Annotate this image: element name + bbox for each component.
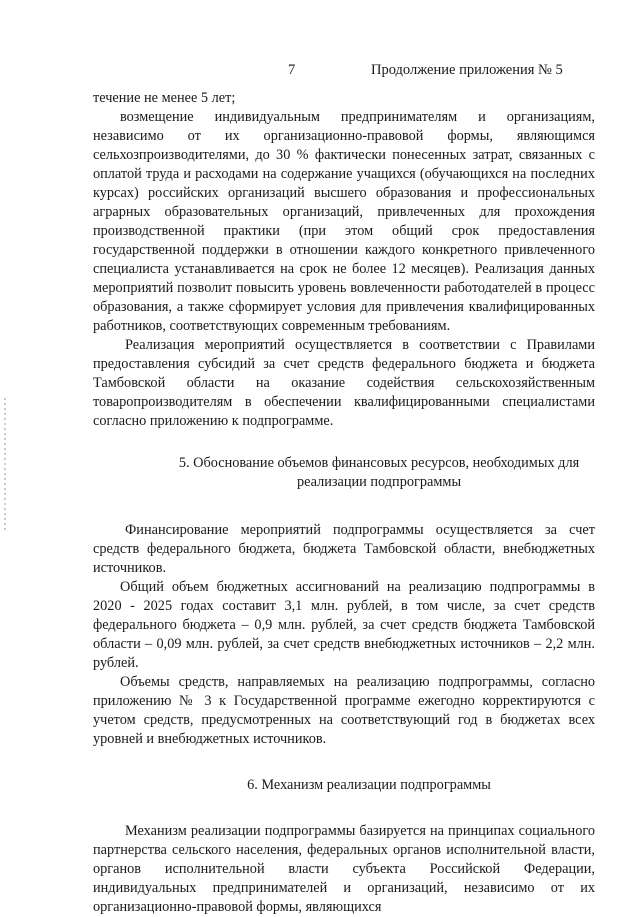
paragraph-financing: Финансирование мероприятий подпрограммы осуществляется за счет средств федерального бюджета, бюджета Тамбовской области, внебюджетных источников. — [93, 522, 595, 576]
page-header — [0, 62, 640, 82]
annex-title: Продолжение приложения № 5 — [371, 62, 563, 78]
page-number: 7 — [288, 62, 296, 78]
section-heading-6: 6. Механизм реализации подпрограммы — [247, 777, 491, 793]
paragraph-continuation: течение не менее 5 лет; — [93, 90, 236, 106]
paragraph-budget-adjustment: Объемы средств, направляемых на реализацию подпрограммы, согласно приложению № 3 к Государственной программе ежегодно корректируются с учетом средств, предусмотренных на соответствующий год в бюджетах всех уровней и внебюджетных источников. — [93, 674, 595, 747]
paragraph-implementation: Реализация мероприятий осуществляется в соответствии с Правилами предоставления субсидий за счет средств федерального бюджета и бюджета Тамбовской области на оказание содействия сельскохозяйственным товаропроизводителям в обеспечении квалифицированными специалистами согласно приложению к подпрограмме. — [93, 337, 595, 429]
paragraph-budget-total: Общий объем бюджетных ассигнований на реализацию подпрограммы в 2020 - 2025 годах составит 3,1 млн. рублей, в том числе, за счет средств федерального бюджета – 0,9 млн. рублей, за счет средств бюджета Тамбовской области – 0,09 млн. рублей, за счет средств внебюджетных источников – 2,2 млн. рублей. — [93, 579, 595, 671]
paragraph-mechanism: Механизм реализации подпрограммы базируется на принципах социального партнерства сельского населения, федеральных органов исполнительной власти, органов исполнительной власти субъекта Российской Федерации, индивидуальных предпринимателей и организаций, независимо от их организационно-правовой формы, являющихся — [93, 823, 595, 915]
paragraph-compensation: возмещение индивидуальным предпринимателям и организациям, независимо от их организационно-правовой формы, являющимся сельхозпроизводителями, до 30 % фактически понесенных затрат, связанных с оплатой труда и расходами на содержание учащихся (обучающихся на последних курсах) российских организаций высшего образования и профессиональных аграрных образовательных организаций, привлеченных для прохождения производственной практики (при этом общий срок предоставления государственной поддержки в отношении каждого конкретного привлеченного специалиста устанавливается на срок не более 12 месяцев). Реализация данных мероприятий позволит повысить уровень вовлеченности работодателей в процесс образования, а также сформирует условия для привлечения квалифицированных работников, соответствующих современным требованиям. — [93, 109, 595, 334]
section-heading-5: 5. Обоснование объемов финансовых ресурсов, необходимых для реализации подпрограммы — [178, 455, 580, 490]
scan-margin-mark — [4, 398, 6, 530]
document-body — [93, 89, 595, 917]
